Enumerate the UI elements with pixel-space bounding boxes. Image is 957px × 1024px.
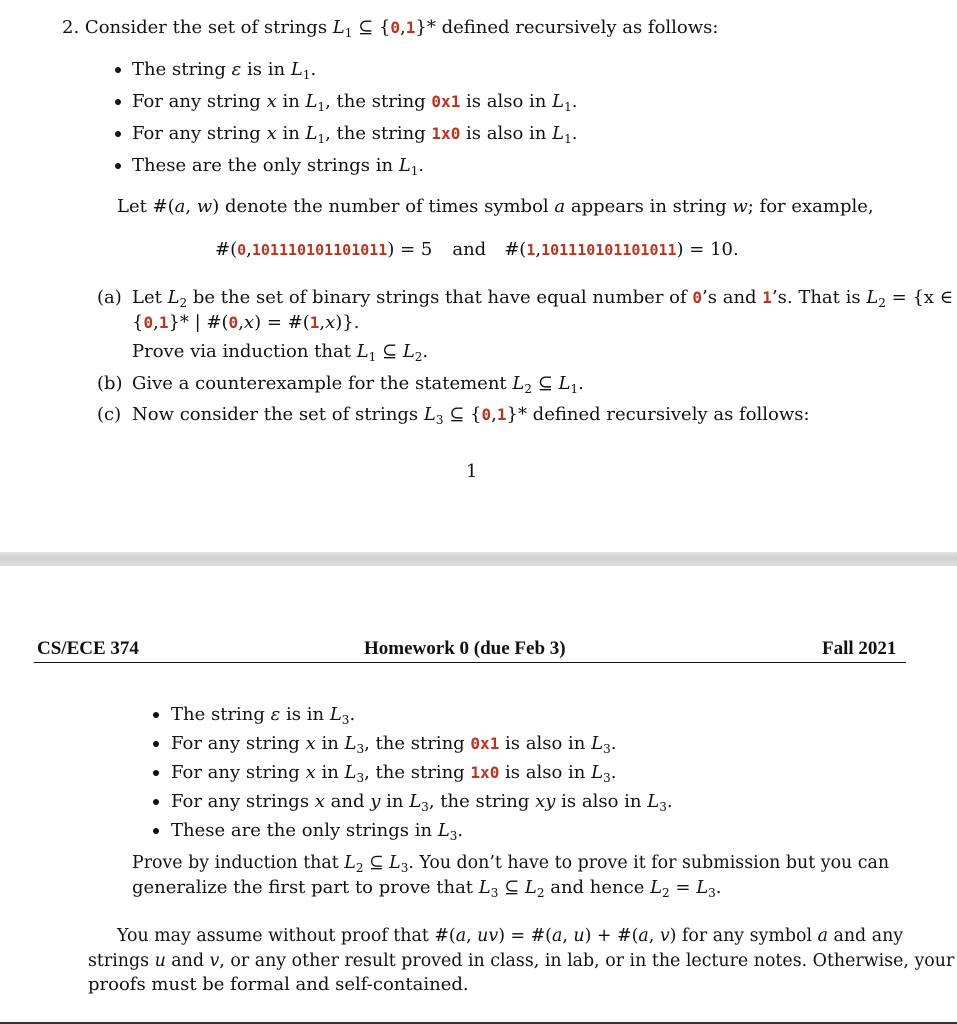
- list-item: These are the only strings in $L_3$.: [171, 820, 464, 843]
- part-a-line3: Prove via induction that $L_1$ ⊆ $L_2$.: [132, 341, 429, 364]
- part-a-line2: {0,1}* | #(0,x) = #(1,x)}.: [132, 312, 360, 333]
- bullet-dot: [153, 770, 159, 776]
- list-item: The string ε is in $L_1$.: [132, 59, 317, 82]
- header-rule: [34, 662, 906, 663]
- list-item: For any string x in $L_1$, the string 1x0 is also in $L_1$.: [132, 123, 578, 146]
- bullet-dot: [115, 131, 121, 137]
- list-item: For any string x in $L_3$, the string 0x1 is also in $L_3$.: [171, 733, 617, 756]
- part-a-label: (a): [97, 287, 122, 308]
- definition-line: Let #(a, w) denote the number of times symbol a appears in string w; for example,: [117, 196, 874, 217]
- part-c-label: (c): [97, 404, 122, 425]
- example-equation: #(0,101110101101011) = 5 and #(1,101110101101011) = 10.: [215, 239, 739, 260]
- prove-line-1: Prove by induction that $L_2$ ⊆ $L_3$. You don’t have to prove it for submission but you can: [132, 853, 890, 875]
- bullet-dot: [153, 799, 159, 805]
- list-item: For any strings x and y in $L_3$, the string xy is also in $L_3$.: [171, 791, 673, 814]
- bullet-dot: [115, 163, 121, 169]
- problem-intro: 2. Consider the set of strings $L_1$ ⊆ {0,1}* defined recursively as follows:: [62, 17, 719, 40]
- bullet-dot: [153, 712, 159, 718]
- page-separator: [0, 552, 957, 566]
- assume-line-1: You may assume without proof that #(a, uv) = #(a, u) + #(a, v) for any symbol a and any: [117, 926, 904, 946]
- bullet-dot: [153, 741, 159, 747]
- bullet-dot: [153, 828, 159, 834]
- bullet-dot: [115, 67, 121, 73]
- list-item: The string ε is in $L_3$.: [171, 704, 356, 727]
- part-b-label: (b): [97, 373, 123, 394]
- part-c-text: Now consider the set of strings $L_3$ ⊆ {0,1}* defined recursively as follows:: [132, 404, 810, 427]
- header-title: Homework 0 (due Feb 3): [364, 638, 566, 659]
- header-course: CS/ECE 374: [37, 638, 139, 659]
- problem-number: 2.: [62, 17, 80, 38]
- assume-line-3: proofs must be formal and self-contained.: [88, 974, 469, 995]
- bullet-dot: [115, 99, 121, 105]
- list-item: For any string x in $L_1$, the string 0x1 is also in $L_1$.: [132, 91, 578, 114]
- prove-line-2: generalize the first part to prove that $L_3$ ⊆ $L_2$ and hence $L_2 = L_3$.: [132, 877, 722, 900]
- list-item: These are the only strings in $L_1$.: [132, 155, 425, 178]
- part-a-line1: Let $L_2$ be the set of binary strings that have equal number of 0’s and 1’s. That is $L_2 = \{x$ ∈: [132, 287, 954, 310]
- list-item: For any string x in $L_3$, the string 1x0 is also in $L_3$.: [171, 762, 617, 785]
- header-term: Fall 2021: [822, 638, 897, 659]
- part-b-text: Give a counterexample for the statement $L_2$ ⊆ $L_1$.: [132, 373, 584, 396]
- assume-line-2: strings u and v, or any other result proved in class, in lab, or in the lecture notes. Otherwise, your: [88, 951, 955, 971]
- page-number: 1: [466, 461, 478, 482]
- page-2: [0, 566, 957, 1024]
